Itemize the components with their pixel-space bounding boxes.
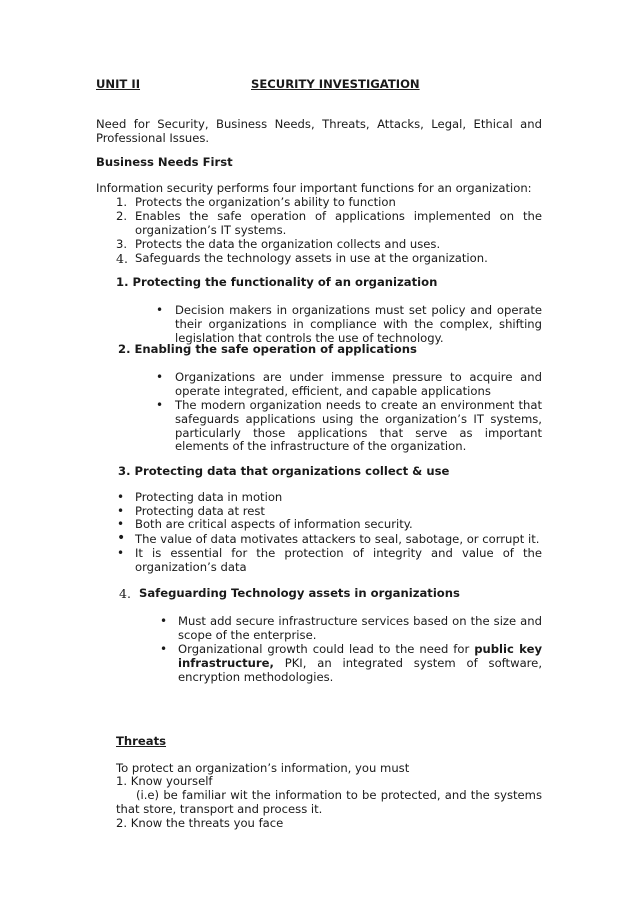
bullet-text: Must add secure infrastructure services based on the size and scope of the enterprise.: [178, 614, 542, 642]
threats-item-2: 2. Know the threats you face: [116, 816, 284, 830]
bullet-text: Protecting data at rest: [135, 504, 265, 518]
bullet-icon: •: [160, 614, 168, 628]
functions-list: [96, 196, 542, 266]
bullet-icon: •: [117, 490, 125, 504]
list-text: Protects the data the organization collects and uses.: [135, 237, 441, 251]
bold-term: public key infrastructure,: [178, 642, 542, 670]
list-item: [96, 210, 542, 238]
section-heading-functionality: 1. Protecting the functionality of an organization: [116, 275, 438, 289]
bullet-text: The modern organization needs to create an environment that safeguards applications using the organization’s IT systems, particularly those applications that serve as important elements of the infrastructure of the organization.: [175, 398, 542, 454]
bullet-text: The value of data motivates attackers to seal, sabotage, or corrupt it.: [135, 532, 540, 546]
bullet-text-part: PKI, an integrated system of software, encryption methodologies.: [178, 655, 542, 684]
bullet-text: Decision makers in organizations must set policy and operate their organizations in compliance with the complex, shifting legislation that controls the use of technology.: [175, 303, 542, 345]
bullet-text: It is essential for the protection of integrity and value of the organization’s data: [135, 546, 542, 574]
list-number: 1.: [116, 195, 128, 209]
bullet-icon: •: [156, 370, 164, 384]
bullet-text-part: Organizational growth could lead to the need for: [178, 642, 475, 656]
bullet-text: Protecting data in motion: [135, 490, 283, 504]
section-heading-threats: Threats: [116, 734, 167, 748]
list-number: 3.: [116, 237, 128, 251]
list-item: [96, 238, 542, 252]
bullet-icon: •: [156, 303, 164, 317]
bullet-text: Organizations are under immense pressure to acquire and operate integrated, efficient, and capable applications: [175, 370, 542, 398]
bullet-icon: •: [117, 546, 125, 560]
section-number: 4.: [119, 586, 131, 601]
section-heading-business-needs: Business Needs First: [96, 155, 233, 169]
section-heading-technology: Safeguarding Technology assets in organizations: [139, 586, 460, 600]
unit-label: UNIT II: [96, 77, 141, 91]
list-text: Safeguards the technology assets in use at the organization.: [135, 251, 488, 265]
list-text: Enables the safe operation of applications implemented on the organization’s IT systems.: [135, 209, 542, 237]
bullet-icon: •: [117, 530, 126, 546]
bullet-icon: •: [156, 398, 164, 412]
bullet-text-pki: [178, 643, 542, 684]
section-heading-applications: 2. Enabling the safe operation of applications: [118, 342, 417, 356]
threats-item-1: 1. Know yourself: [116, 774, 213, 788]
business-needs-lead: Information security performs four important functions for an organization:: [96, 181, 532, 195]
list-item: [96, 252, 542, 266]
page-title: SECURITY INVESTIGATION: [251, 77, 420, 91]
threats-item-1-detail: (i.e) be familiar wit the information to be protected, and the systems that store, transport and process it.: [116, 788, 542, 816]
list-text: Protects the organization’s ability to function: [135, 195, 396, 209]
list-item: [96, 196, 542, 210]
bullet-icon: •: [117, 504, 125, 518]
bullet-text: Both are critical aspects of information security.: [135, 517, 413, 531]
section-heading-data: 3. Protecting data that organizations collect & use: [118, 464, 450, 478]
intro-paragraph: Need for Security, Business Needs, Threats, Attacks, Legal, Ethical and Professional Issues.: [96, 117, 542, 145]
threats-lead: To protect an organization’s information, you must: [116, 761, 410, 775]
list-number: 2.: [116, 209, 128, 223]
bullet-icon: •: [160, 642, 168, 656]
list-number: 4.: [116, 251, 128, 266]
bullet-icon: •: [117, 517, 125, 531]
